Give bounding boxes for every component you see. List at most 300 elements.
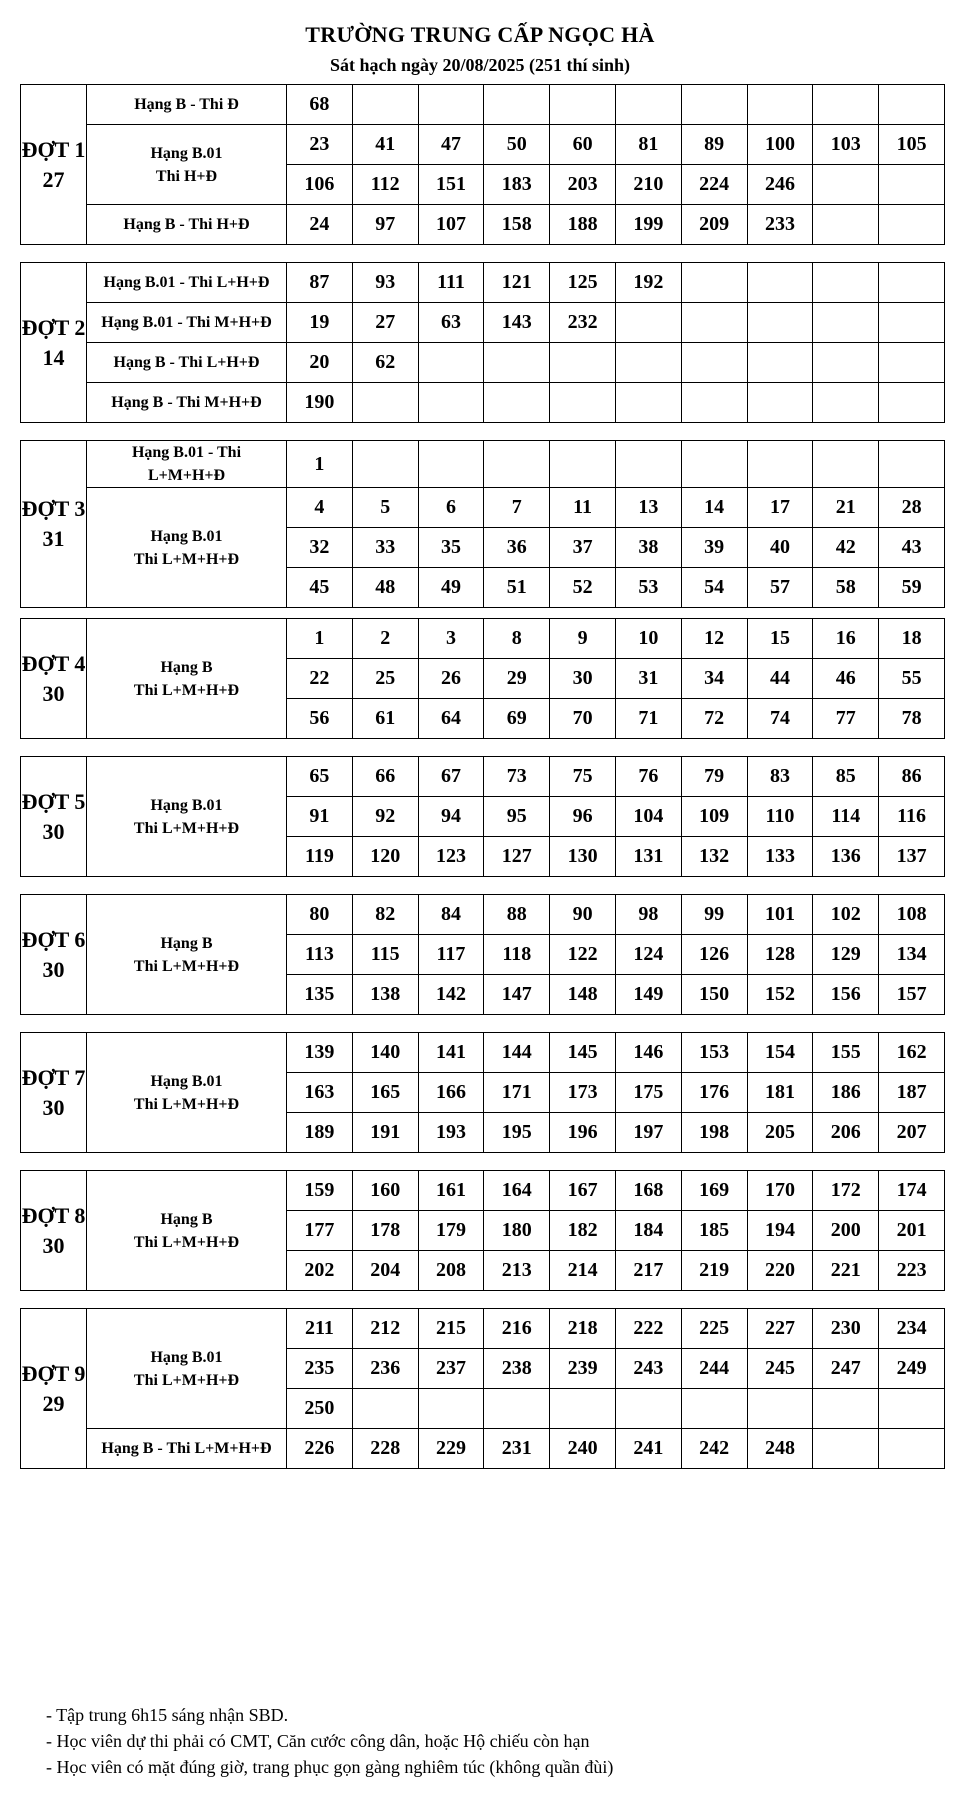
batch-table [20, 262, 945, 423]
candidate-number: 121 [484, 263, 550, 303]
candidate-number [418, 343, 484, 383]
candidate-number: 157 [879, 975, 945, 1015]
candidate-number: 114 [813, 797, 879, 837]
candidate-number [747, 263, 813, 303]
batch-count: 30 [42, 1232, 65, 1258]
candidate-number: 144 [484, 1033, 550, 1073]
candidate-number: 127 [484, 837, 550, 877]
candidate-number: 212 [352, 1309, 418, 1349]
table-row [21, 85, 945, 125]
batch-count: 14 [42, 344, 65, 370]
candidate-number: 100 [747, 125, 813, 165]
candidate-number: 242 [681, 1429, 747, 1469]
candidate-number: 194 [747, 1211, 813, 1251]
candidate-number: 247 [813, 1349, 879, 1389]
class-label-line: Hạng B.01 - Thi M+H+Đ [101, 314, 272, 331]
candidate-number: 207 [879, 1113, 945, 1153]
candidate-number: 110 [747, 797, 813, 837]
candidate-number: 78 [879, 699, 945, 739]
candidate-number: 236 [352, 1349, 418, 1389]
class-label-line: Hạng B - Thi L+H+Đ [113, 354, 260, 371]
candidate-number: 51 [484, 568, 550, 608]
candidate-number [813, 1429, 879, 1469]
class-label [87, 757, 287, 877]
candidate-number: 229 [418, 1429, 484, 1469]
candidate-number: 142 [418, 975, 484, 1015]
candidate-number: 34 [681, 659, 747, 699]
candidate-number: 46 [813, 659, 879, 699]
candidate-number: 1 [287, 441, 353, 488]
candidate-number: 167 [550, 1171, 616, 1211]
candidate-number: 87 [287, 263, 353, 303]
candidate-number: 187 [879, 1073, 945, 1113]
candidate-number: 249 [879, 1349, 945, 1389]
candidate-number: 14 [681, 488, 747, 528]
candidate-number: 132 [681, 837, 747, 877]
candidate-number: 13 [615, 488, 681, 528]
table-row [21, 383, 945, 423]
table-row [21, 1033, 945, 1073]
candidate-number: 183 [484, 165, 550, 205]
candidate-number [615, 303, 681, 343]
candidate-number: 77 [813, 699, 879, 739]
batch-count: 30 [42, 680, 65, 706]
candidate-number: 74 [747, 699, 813, 739]
candidate-number: 58 [813, 568, 879, 608]
batch-table [20, 894, 945, 1015]
candidate-number [813, 205, 879, 245]
candidate-number: 205 [747, 1113, 813, 1153]
candidate-number: 28 [879, 488, 945, 528]
class-label [87, 85, 287, 125]
candidate-number: 193 [418, 1113, 484, 1153]
candidate-number: 188 [550, 205, 616, 245]
candidate-number: 218 [550, 1309, 616, 1349]
candidate-number: 219 [681, 1251, 747, 1291]
candidate-number: 98 [615, 895, 681, 935]
candidate-number: 9 [550, 619, 616, 659]
table-row [21, 263, 945, 303]
candidate-number: 123 [418, 837, 484, 877]
class-label-line: Hạng B [160, 934, 213, 952]
class-label-line: Hạng B.01 - Thi [131, 444, 242, 461]
candidate-number: 69 [484, 699, 550, 739]
candidate-number [418, 383, 484, 423]
candidate-number: 17 [747, 488, 813, 528]
candidate-number: 56 [287, 699, 353, 739]
candidate-number: 171 [484, 1073, 550, 1113]
batch-table [20, 756, 945, 877]
candidate-number: 44 [747, 659, 813, 699]
candidate-number: 81 [615, 125, 681, 165]
candidate-number: 50 [484, 125, 550, 165]
candidate-number [681, 1389, 747, 1429]
candidate-number: 104 [615, 797, 681, 837]
candidate-number: 119 [287, 837, 353, 877]
candidate-number: 45 [287, 568, 353, 608]
candidate-number: 186 [813, 1073, 879, 1113]
candidate-number: 29 [484, 659, 550, 699]
batch-label [21, 757, 87, 877]
candidate-number [879, 263, 945, 303]
table-row [21, 488, 945, 528]
candidate-number: 115 [352, 935, 418, 975]
table-row [21, 1429, 945, 1469]
candidate-number: 238 [484, 1349, 550, 1389]
candidate-number: 172 [813, 1171, 879, 1211]
note-line: - Học viên dự thi phải có CMT, Căn cước công dân, hoặc Hộ chiếu còn hạn [46, 1731, 590, 1751]
candidate-number: 42 [813, 528, 879, 568]
candidate-number: 61 [352, 699, 418, 739]
candidate-number: 245 [747, 1349, 813, 1389]
batch-label [21, 1171, 87, 1291]
candidate-number: 30 [550, 659, 616, 699]
candidate-number: 180 [484, 1211, 550, 1251]
candidate-number: 41 [352, 125, 418, 165]
candidate-number [418, 441, 484, 488]
candidate-number: 158 [484, 205, 550, 245]
batch-count: 30 [42, 1094, 65, 1120]
candidate-number: 126 [681, 935, 747, 975]
class-label-line: Thi L+M+H+Đ [133, 550, 240, 568]
candidate-number [484, 441, 550, 488]
candidate-number: 220 [747, 1251, 813, 1291]
candidate-number: 75 [550, 757, 616, 797]
candidate-number: 113 [287, 935, 353, 975]
candidate-number [352, 441, 418, 488]
candidate-number: 71 [615, 699, 681, 739]
candidate-number: 169 [681, 1171, 747, 1211]
candidate-number: 52 [550, 568, 616, 608]
candidate-number: 216 [484, 1309, 550, 1349]
candidate-number: 208 [418, 1251, 484, 1291]
class-label [87, 619, 287, 739]
candidate-number: 116 [879, 797, 945, 837]
batch-table [20, 440, 945, 608]
candidate-number [813, 1389, 879, 1429]
candidate-number: 67 [418, 757, 484, 797]
candidate-number: 25 [352, 659, 418, 699]
class-label [87, 895, 287, 1015]
candidate-number: 182 [550, 1211, 616, 1251]
table-row [21, 1171, 945, 1211]
batch-label [21, 619, 87, 739]
candidate-number: 43 [879, 528, 945, 568]
candidate-number: 227 [747, 1309, 813, 1349]
candidate-number: 196 [550, 1113, 616, 1153]
candidate-number: 217 [615, 1251, 681, 1291]
class-label [87, 303, 287, 343]
candidate-number [352, 1389, 418, 1429]
candidate-number: 118 [484, 935, 550, 975]
candidate-number: 224 [681, 165, 747, 205]
candidate-number [747, 1389, 813, 1429]
candidate-number [813, 85, 879, 125]
candidate-number [747, 85, 813, 125]
candidate-number: 106 [287, 165, 353, 205]
candidate-number [813, 165, 879, 205]
class-label-line: Thi L+M+H+Đ [133, 681, 240, 699]
candidate-number [550, 343, 616, 383]
class-label [87, 383, 287, 423]
batch-name: ĐỢT 6 [21, 926, 86, 952]
candidate-number: 155 [813, 1033, 879, 1073]
candidate-number: 174 [879, 1171, 945, 1211]
candidate-number [418, 1389, 484, 1429]
candidate-number [615, 85, 681, 125]
candidate-number: 102 [813, 895, 879, 935]
class-label-line: Thi L+M+H+Đ [133, 957, 240, 975]
candidate-number: 21 [813, 488, 879, 528]
candidate-number: 3 [418, 619, 484, 659]
candidate-number [681, 85, 747, 125]
batch-count: 30 [42, 956, 65, 982]
candidate-number: 235 [287, 1349, 353, 1389]
candidate-number [813, 441, 879, 488]
candidate-number: 47 [418, 125, 484, 165]
candidate-number: 240 [550, 1429, 616, 1469]
candidate-number: 53 [615, 568, 681, 608]
candidate-number: 232 [550, 303, 616, 343]
class-label-line: Hạng B - Thi L+M+H+Đ [101, 1440, 272, 1457]
candidate-number: 199 [615, 205, 681, 245]
candidate-number: 10 [615, 619, 681, 659]
candidate-number: 210 [615, 165, 681, 205]
class-label-line: Thi L+M+H+Đ [133, 1233, 240, 1251]
candidate-number: 137 [879, 837, 945, 877]
page-subtitle: Sát hạch ngày 20/08/2025 (251 thí sinh) [329, 55, 631, 75]
candidate-number: 184 [615, 1211, 681, 1251]
candidate-number: 107 [418, 205, 484, 245]
candidate-number: 177 [287, 1211, 353, 1251]
candidate-number: 244 [681, 1349, 747, 1389]
batch-name: ĐỢT 4 [21, 650, 86, 676]
class-label [87, 441, 287, 488]
candidate-number [550, 1389, 616, 1429]
candidate-number: 65 [287, 757, 353, 797]
candidate-number: 134 [879, 935, 945, 975]
candidate-number: 139 [287, 1033, 353, 1073]
candidate-number [681, 303, 747, 343]
candidate-number: 234 [879, 1309, 945, 1349]
candidate-number: 202 [287, 1251, 353, 1291]
candidate-number: 206 [813, 1113, 879, 1153]
class-label-line: Thi L+M+H+Đ [133, 819, 240, 837]
batch-name: ĐỢT 7 [21, 1064, 86, 1090]
batch-table [20, 618, 945, 739]
class-label [87, 1033, 287, 1153]
candidate-number: 36 [484, 528, 550, 568]
page-title: TRƯỜNG TRUNG CẤP NGỌC HÀ [305, 22, 655, 47]
table-row [21, 757, 945, 797]
candidate-number: 63 [418, 303, 484, 343]
class-label [87, 1171, 287, 1291]
candidate-number: 185 [681, 1211, 747, 1251]
candidate-number: 64 [418, 699, 484, 739]
candidate-number: 131 [615, 837, 681, 877]
candidate-number: 60 [550, 125, 616, 165]
candidate-number: 153 [681, 1033, 747, 1073]
candidate-number: 197 [615, 1113, 681, 1153]
candidate-number: 38 [615, 528, 681, 568]
candidate-number: 48 [352, 568, 418, 608]
candidate-number: 204 [352, 1251, 418, 1291]
candidate-number: 237 [418, 1349, 484, 1389]
candidate-number: 129 [813, 935, 879, 975]
candidate-number: 5 [352, 488, 418, 528]
candidate-number: 246 [747, 165, 813, 205]
candidate-number: 111 [418, 263, 484, 303]
class-label-line: Thi L+M+H+Đ [133, 1095, 240, 1113]
candidate-number: 189 [287, 1113, 353, 1153]
candidate-number: 11 [550, 488, 616, 528]
candidate-number: 130 [550, 837, 616, 877]
candidate-number: 101 [747, 895, 813, 935]
candidate-number [352, 85, 418, 125]
batch-table [20, 1170, 945, 1291]
candidate-number: 149 [615, 975, 681, 1015]
candidate-number: 146 [615, 1033, 681, 1073]
note-line: - Tập trung 6h15 sáng nhận SBD. [46, 1705, 289, 1725]
candidate-number: 108 [879, 895, 945, 935]
candidate-number: 92 [352, 797, 418, 837]
candidate-number: 152 [747, 975, 813, 1015]
candidate-number: 226 [287, 1429, 353, 1469]
candidate-number: 1 [287, 619, 353, 659]
candidate-number: 99 [681, 895, 747, 935]
candidate-number: 140 [352, 1033, 418, 1073]
candidate-number: 2 [352, 619, 418, 659]
candidate-number [879, 383, 945, 423]
candidate-number [484, 1389, 550, 1429]
candidate-number: 181 [747, 1073, 813, 1113]
candidate-number: 39 [681, 528, 747, 568]
candidate-number: 145 [550, 1033, 616, 1073]
candidate-number: 151 [418, 165, 484, 205]
candidate-number: 82 [352, 895, 418, 935]
candidate-number: 103 [813, 125, 879, 165]
candidate-number [879, 1389, 945, 1429]
candidate-number: 15 [747, 619, 813, 659]
candidate-number: 221 [813, 1251, 879, 1291]
candidate-number: 122 [550, 935, 616, 975]
candidate-number: 27 [352, 303, 418, 343]
candidate-number: 213 [484, 1251, 550, 1291]
candidate-number: 222 [615, 1309, 681, 1349]
candidate-number: 40 [747, 528, 813, 568]
candidate-number: 191 [352, 1113, 418, 1153]
candidate-number: 163 [287, 1073, 353, 1113]
table-row [21, 125, 945, 165]
candidate-number [879, 441, 945, 488]
candidate-number [747, 343, 813, 383]
class-label-line: L+M+H+Đ [147, 467, 226, 484]
batch-table [20, 1032, 945, 1153]
candidate-number: 8 [484, 619, 550, 659]
candidate-number: 76 [615, 757, 681, 797]
candidate-number: 162 [879, 1033, 945, 1073]
candidate-number: 125 [550, 263, 616, 303]
batch-count: 30 [42, 818, 65, 844]
class-label [87, 343, 287, 383]
candidate-number: 22 [287, 659, 353, 699]
candidate-number [352, 383, 418, 423]
candidate-number: 23 [287, 125, 353, 165]
batch-name: ĐỢT 9 [21, 1360, 86, 1386]
candidate-number [615, 441, 681, 488]
candidate-number [681, 383, 747, 423]
candidate-number: 175 [615, 1073, 681, 1113]
candidate-number: 37 [550, 528, 616, 568]
candidate-number: 195 [484, 1113, 550, 1153]
batch-label [21, 1309, 87, 1469]
candidate-number: 164 [484, 1171, 550, 1211]
candidate-number: 24 [287, 205, 353, 245]
candidate-number: 4 [287, 488, 353, 528]
class-label-line: Hạng B [160, 658, 213, 676]
candidate-number: 95 [484, 797, 550, 837]
class-label-line: Thi H+Đ [155, 167, 218, 185]
candidate-number: 225 [681, 1309, 747, 1349]
candidate-number: 203 [550, 165, 616, 205]
candidate-number [550, 441, 616, 488]
candidate-number: 239 [550, 1349, 616, 1389]
candidate-number [615, 383, 681, 423]
candidate-number: 160 [352, 1171, 418, 1211]
class-label-line: Hạng B.01 - Thi L+H+Đ [103, 274, 270, 291]
table-row [21, 441, 945, 488]
batch-label [21, 85, 87, 245]
class-label-line: Thi L+M+H+Đ [133, 1371, 240, 1389]
candidate-number: 86 [879, 757, 945, 797]
class-label [87, 263, 287, 303]
candidate-number: 128 [747, 935, 813, 975]
candidate-number [484, 343, 550, 383]
candidate-number: 136 [813, 837, 879, 877]
table-row [21, 205, 945, 245]
candidate-number [879, 165, 945, 205]
class-label [87, 205, 287, 245]
class-label-line: Hạng B [160, 1210, 213, 1228]
batch-label [21, 263, 87, 423]
candidate-number: 166 [418, 1073, 484, 1113]
candidate-number: 66 [352, 757, 418, 797]
candidate-number: 117 [418, 935, 484, 975]
batch-count: 27 [42, 166, 65, 192]
candidate-number: 124 [615, 935, 681, 975]
note-line: - Học viên có mặt đúng giờ, trang phục gọn gàng nghiêm túc (không quần đùi) [46, 1757, 614, 1777]
candidate-number [747, 383, 813, 423]
class-label [87, 1429, 287, 1469]
candidate-number: 159 [287, 1171, 353, 1211]
candidate-number [813, 263, 879, 303]
candidate-number: 59 [879, 568, 945, 608]
candidate-number: 96 [550, 797, 616, 837]
candidate-number: 133 [747, 837, 813, 877]
candidate-number: 200 [813, 1211, 879, 1251]
candidate-number: 176 [681, 1073, 747, 1113]
candidate-number: 165 [352, 1073, 418, 1113]
candidate-number [615, 1389, 681, 1429]
candidate-number: 178 [352, 1211, 418, 1251]
candidate-number: 150 [681, 975, 747, 1015]
batch-count: 31 [42, 526, 65, 551]
batch-name: ĐỢT 1 [21, 136, 86, 162]
class-label-line: Hạng B.01 [150, 1072, 223, 1090]
candidate-number [879, 343, 945, 383]
candidate-number: 173 [550, 1073, 616, 1113]
candidate-number [550, 85, 616, 125]
